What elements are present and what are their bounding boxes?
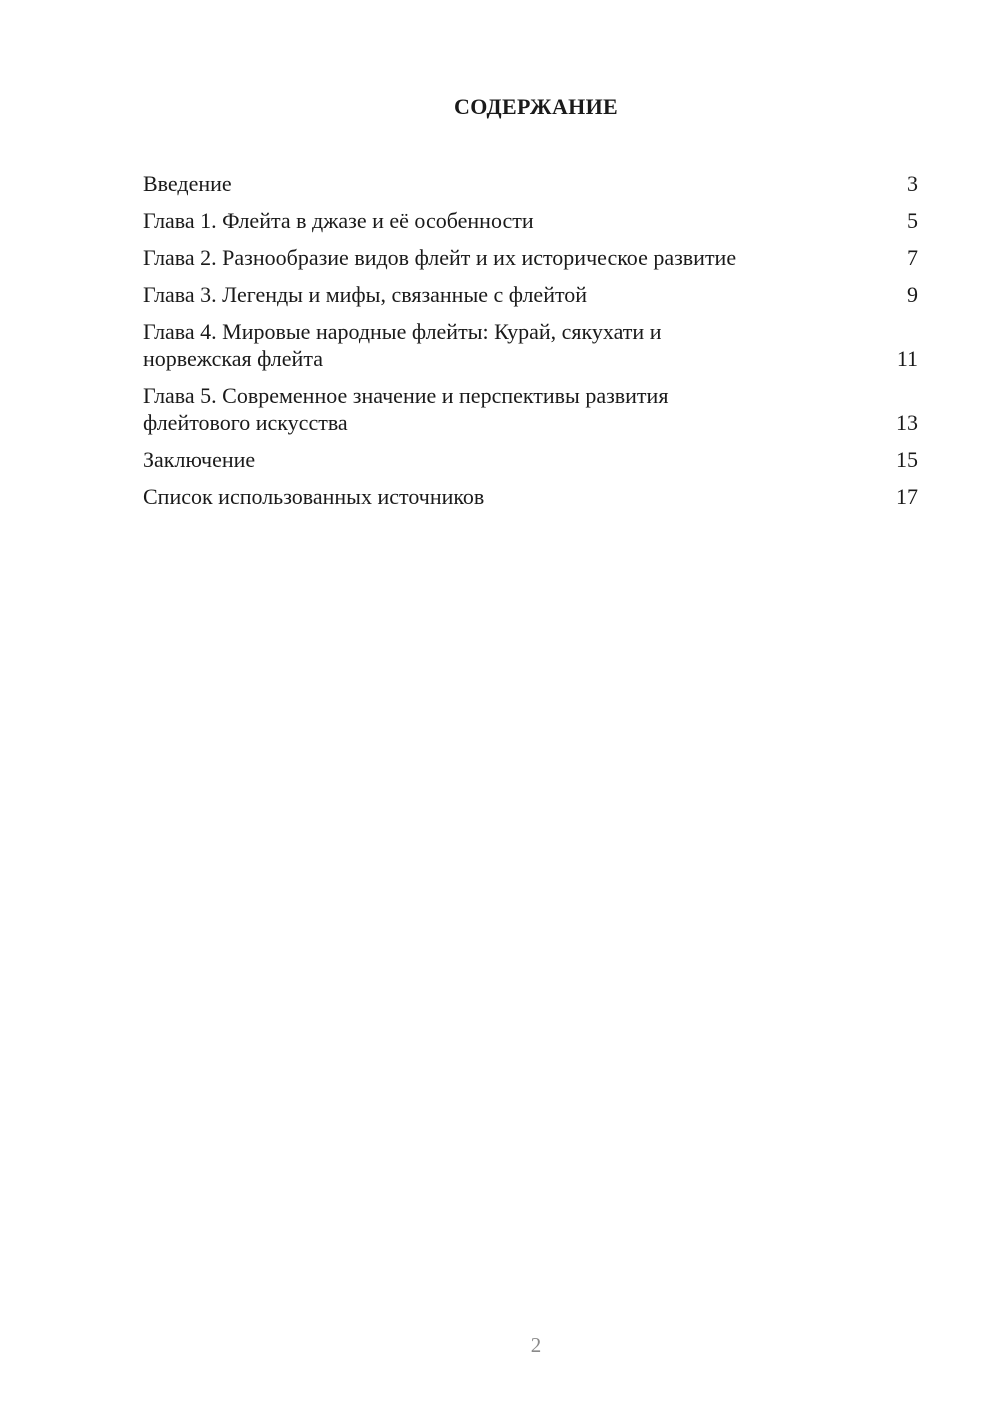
toc-entry-references [143,483,918,510]
toc-entry-conclusion [143,446,918,473]
toc-entry-title-line: Заключение [143,447,256,472]
toc-entry-title-line: Глава 2. Разнообразие видов флейт и их историческое развитие [143,245,737,270]
toc-entry-chapter-5 [143,382,918,436]
toc-entry-page: 15 [896,447,918,472]
toc-entry-chapter-4 [143,318,918,372]
toc-entry-title-line: Глава 5. Современное значение и перспективы развития [143,383,669,408]
toc-entry-chapter-3 [143,281,918,308]
toc-entry-title-line: Список использованных источников [143,484,485,509]
toc-entry-title-line: Введение [143,171,232,196]
toc-entry-page: 13 [896,410,918,435]
toc-entry-title [143,382,896,436]
toc-entry-title [143,207,907,234]
toc-entry-page: 9 [907,282,918,307]
toc-entry-chapter-1 [143,207,918,234]
page-number: 2 [530,1333,542,1357]
toc-entry-title [143,281,907,308]
toc-entry-title [143,446,896,473]
toc-entry-page: 5 [907,208,918,233]
toc-entry-page: 17 [896,484,918,509]
toc-entry-page: 7 [907,245,918,270]
table-of-contents [143,170,918,520]
toc-entry-title-line: флейтового искусства [143,410,348,435]
page-title: СОДЕРЖАНИЕ [454,94,618,119]
toc-entry-introduction [143,170,918,197]
toc-entry-title-line: Глава 4. Мировые народные флейты: Курай, сякухати и [143,319,662,344]
toc-entry-chapter-2 [143,244,918,271]
toc-entry-page: 3 [907,171,918,196]
toc-entry-page: 11 [896,346,918,371]
toc-entry-title [143,318,897,372]
toc-entry-title-line: норвежская флейта [143,346,323,371]
toc-entry-title [143,244,907,271]
toc-entry-title [143,483,896,510]
toc-entry-title-line: Глава 3. Легенды и мифы, связанные с флейтой [143,282,588,307]
toc-entry-title [143,170,907,197]
toc-entry-title-line: Глава 1. Флейта в джазе и её особенности [143,208,534,233]
